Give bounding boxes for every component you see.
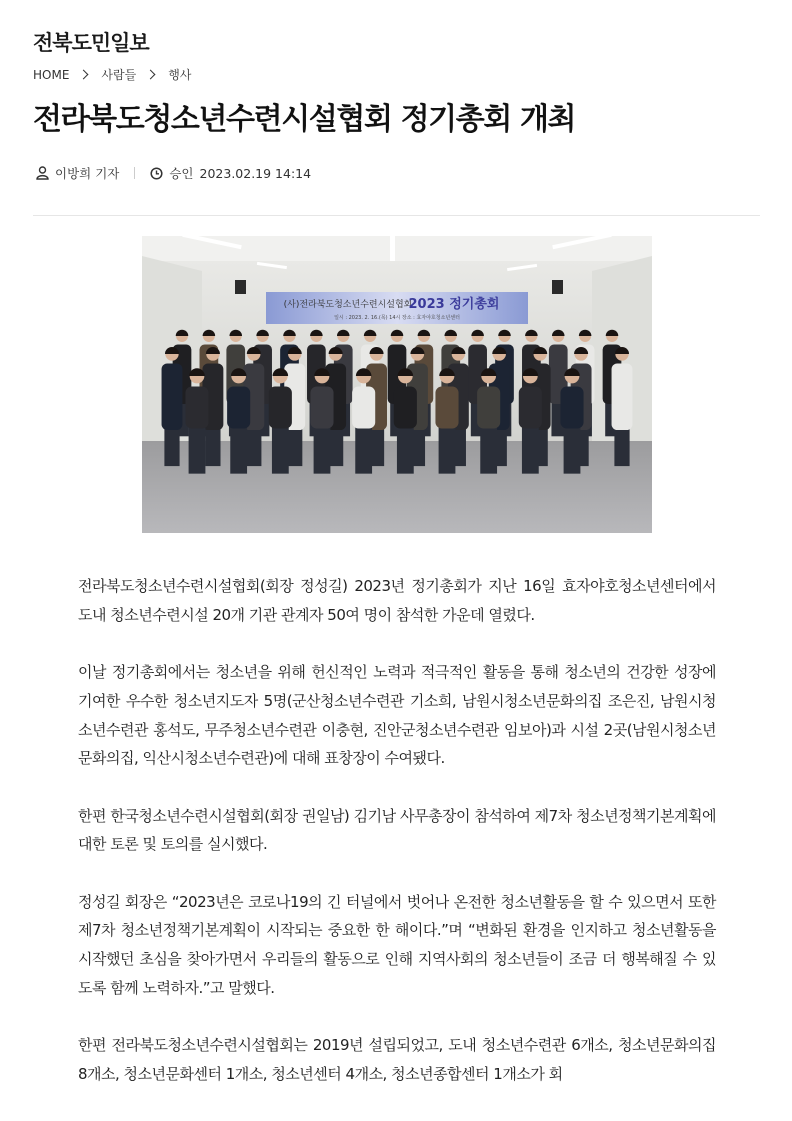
banner-title-text: 2023 정기총회: [408, 297, 500, 312]
breadcrumb-home-link[interactable]: HOME: [33, 67, 70, 82]
article-paragraph-1: 전라북도청소년수련시설협회(회장 정성길) 2023년 정기총회가 지난 16일 효자야호청소년센터에서 도내 청소년수련시설 20개 기관 관계자 50여 명이 참석한 가운데 열렸다.: [78, 577, 716, 624]
user-icon: [36, 166, 49, 180]
article-photo[interactable]: [142, 236, 652, 533]
banner-org-text: (사)전라북도청소년수련시설협회: [283, 300, 413, 310]
article-paragraph-3: 한편 한국청소년수련시설협회(회장 권일남) 김기남 사무총장이 참석하여 제7차 청소년정책기본계획에 대한 토론 및 토의를 실시했다.: [78, 806, 716, 854]
header-divider: [33, 215, 760, 216]
article-title: 전라북도청소년수련시설협회 정기총회 개최: [33, 102, 576, 137]
article-body: [78, 572, 716, 1117]
group-photo-illustration: [142, 236, 652, 533]
article-paragraph-2: 이날 정기총회에서는 청소년을 위해 헌신적인 노력과 적극적인 활동을 통해 청소년의 건강한 성장에 기여한 우수한 청소년지도자 5명(군산청소년수련관 기소희, 남원시청소년문화의집 조은진, 남원시청소년수련관 홍석도, 무주청소년수련관 이충현, 진안군청소년수련관 임보아)과 시설 2곳(남원시청소년문화의집, 익산시청소년수련관)에 대해 표창장이 수여됐다.: [78, 663, 716, 768]
breadcrumb: [33, 66, 191, 83]
banner-sub-text: 일시 : 2023. 2. 16.(목) 14시 장소 : 효자야호청소년센터: [334, 315, 460, 321]
person-figure: [612, 347, 633, 466]
site-logo[interactable]: 전북도민일보: [33, 31, 149, 55]
byline-divider: [134, 167, 135, 179]
approved-datetime: 2023.02.19 14:14: [199, 165, 312, 181]
article-paragraph-5: 한편 전라북도청소년수련시설협회는 2019년 설립되었고, 도내 청소년수련관 6개소, 청소년문화의집 8개소, 청소년문화센터 1개소, 청소년센터 4개소, 청소년종합센터 1개소가 회: [78, 1036, 716, 1083]
chevron-right-icon: [146, 70, 156, 80]
author-name[interactable]: 이방희 기자: [55, 166, 120, 181]
article-paragraph-4: 정성길 회장은 “2023년은 코로나19의 긴 터널에서 벗어나 온전한 청소년활동을 할 수 있으면서 또한 제7차 청소년정책기본계획이 시작되는 중요한 한 해이다.”며 “변화된 환경을 인지하고 청소년활동을 시작했던 초심을 찾아가면서 우리들의 활동으로 인해 지역사회의 청소년들이 조금 더 행복해질 수 있도록 함께 노력하자.”고 말했다.: [78, 892, 716, 997]
chevron-right-icon: [79, 70, 89, 80]
approved-label: 승인: [169, 166, 194, 181]
article-byline: [36, 164, 311, 182]
breadcrumb-subsection-link[interactable]: 행사: [168, 68, 192, 82]
clock-icon: [150, 167, 163, 180]
breadcrumb-section-link[interactable]: 사람들: [101, 68, 137, 82]
person-figure: [162, 347, 183, 466]
